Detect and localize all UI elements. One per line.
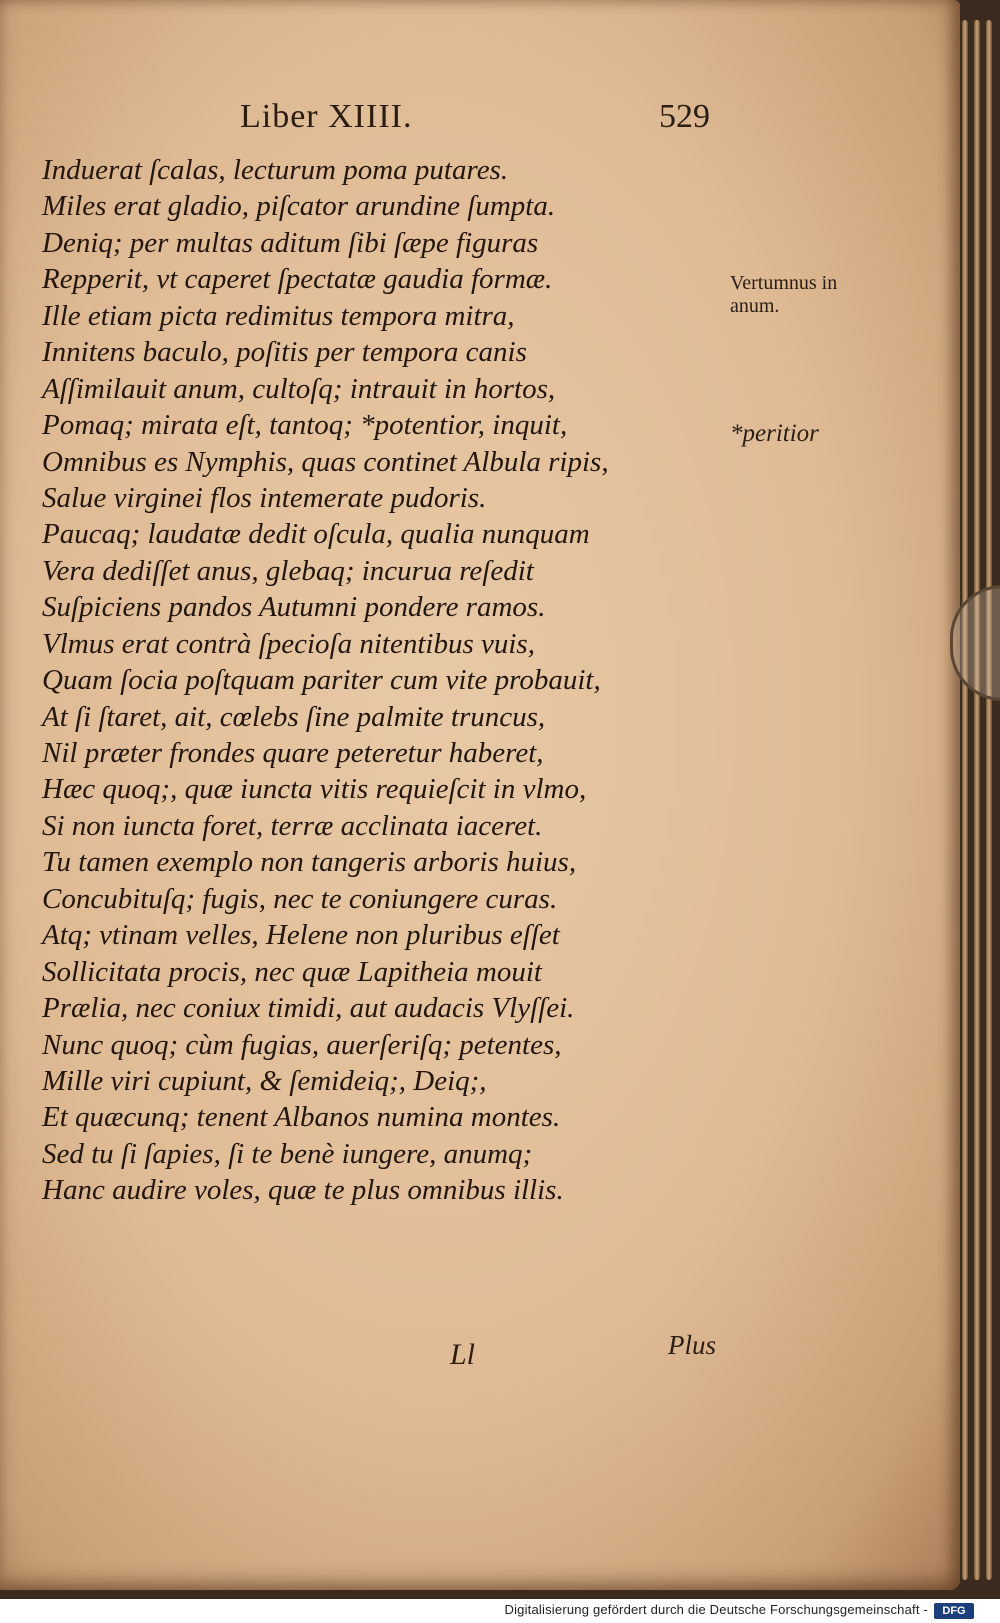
- verse-line: Mille viri cupiunt, & ſemideiq;, Deiq;,: [42, 1064, 487, 1097]
- page-edge-strip: [986, 20, 992, 1580]
- verse-line: Repperit, vt caperet ſpectatæ gaudia formæ.: [42, 263, 553, 296]
- running-title: Liber XIIII.: [240, 98, 413, 135]
- verse-line: Sed tu ſi ſapies, ſi te benè iungere, anumq;: [42, 1137, 533, 1170]
- catchword: Plus: [668, 1330, 717, 1360]
- verse-line: Suſpiciens pandos Autumni pondere ramos.: [42, 591, 546, 624]
- verse-line: Hæc quoq;, quæ iuncta vitis requieſcit in vlmo,: [42, 773, 587, 806]
- verse-line: Omnibus es Nymphis, quas continet Albula ripis,: [42, 445, 609, 478]
- verse-line: Deniq; per multas aditum ſibi ſæpe figuras: [42, 226, 539, 259]
- verse-line: Vlmus erat contrà ſpecioſa nitentibus vuis,: [42, 627, 535, 660]
- verse-line: Vera dediſſet anus, glebaq; incurua reſedit: [42, 554, 534, 587]
- verse-line: Si non iuncta foret, terræ acclinata iaceret.: [42, 809, 543, 842]
- page-edge-strip: [974, 20, 980, 1580]
- dfg-logo-icon: DFG: [934, 1603, 974, 1619]
- verse-line: Sollicitata procis, nec quæ Lapitheia mouit: [42, 955, 542, 988]
- digitization-footer: [0, 1599, 1000, 1623]
- verse-line: Induerat ſcalas, lecturum poma putares.: [42, 154, 509, 186]
- verse-line: Quam ſocia poſtquam pariter cum vite probauit,: [42, 664, 601, 697]
- margin-note-peritior: *peritior: [730, 420, 819, 447]
- verse-line: Concubituſq; fugis, nec te coniungere curas.: [42, 882, 558, 915]
- verse-line: Hanc audire voles, quæ te plus omnibus illis.: [42, 1174, 564, 1207]
- verse-line: Tu tamen exemplo non tangeris arboris huius,: [42, 846, 577, 879]
- verse-line: Miles erat gladio, piſcator arundine ſumpta.: [42, 190, 556, 223]
- verse-line: Pomaq; mirata eſt, tantoq; *potentior, inquit,: [42, 409, 568, 442]
- verse-line: At ſi ſtaret, ait, cœlebs ſine palmite truncus,: [42, 700, 546, 733]
- footer-credit: Digitalisierung gefördert durch die Deutsche Forschungsgemeinschaft -: [504, 1602, 928, 1617]
- verse-line: Nunc quoq; cùm fugias, auerſeriſq; petentes,: [42, 1028, 562, 1061]
- verse-line: Salue virginei flos intemerate pudoris.: [42, 481, 487, 514]
- verse-line: Prælia, nec coniux timidi, aut audacis Vlyſſei.: [42, 992, 575, 1025]
- verse-line: Et quæcunq; tenent Albanos numina montes.: [42, 1101, 561, 1134]
- page-edge-strip: [962, 20, 968, 1580]
- margin-note-vertumnus: Vertumnus in anum.: [730, 272, 838, 317]
- verse-line: Aſſimilauit anum, cultoſq; intrauit in hortos,: [42, 372, 556, 405]
- page-header: [240, 98, 710, 144]
- page-number: 529: [659, 98, 710, 135]
- verse-line: Nil præter frondes quare peteretur haberet,: [42, 737, 544, 769]
- verse-list: [42, 152, 722, 1209]
- verse-line: Paucaq; laudatæ dedit oſcula, qualia nunquam: [42, 518, 590, 551]
- verse-line: Innitens baculo, poſitis per tempora canis: [42, 336, 527, 369]
- signature-mark: Ll: [450, 1338, 476, 1371]
- verse-line: Ille etiam picta redimitus tempora mitra,: [42, 299, 515, 332]
- verse-line: Atq; vtinam velles, Helene non pluribus eſſet: [42, 919, 560, 952]
